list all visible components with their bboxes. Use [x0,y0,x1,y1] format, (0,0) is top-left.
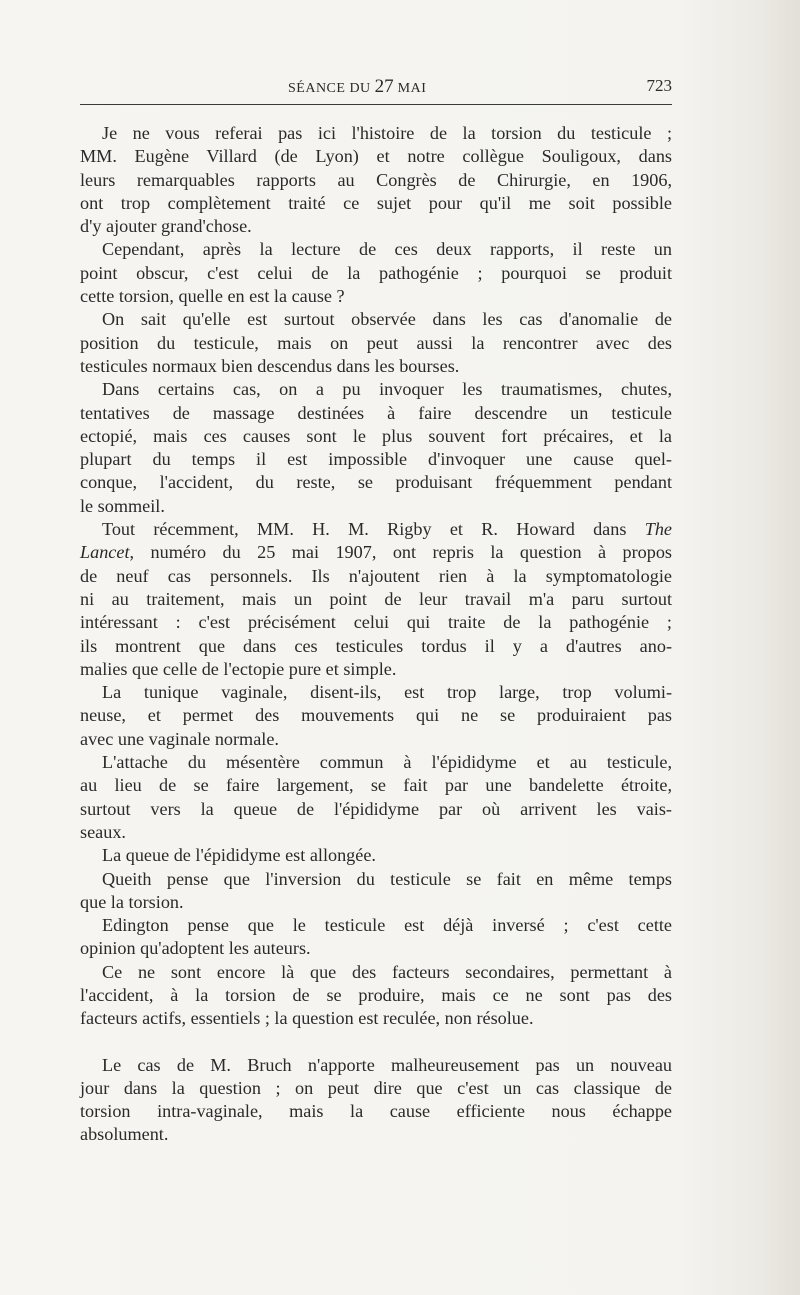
paragraph [80,308,672,378]
paragraph [80,868,672,915]
text-line: La queue de l'épididyme est allongée. [102,845,376,866]
text-line: Edington pense que le testicule est déjà inversé ; c'est cette [102,915,672,936]
text-line: jour dans la question ; on peut dire que c'est un cas classique de [80,1077,672,1098]
text-line: La tunique vaginale, disent-ils, est trop large, trop volumi- [102,682,672,703]
paragraph [80,961,672,1031]
running-title-suffix: MAI [393,81,427,96]
running-title-date: 27 [374,76,394,97]
text-line: Je ne vous referai pas ici l'histoire de la torsion du testicule ; [102,123,672,143]
text-fragment: , numéro du 25 mai 1907, ont repris la question à propos [129,542,672,563]
page-number: 723 [646,76,672,95]
text-line: MM. Eugène Villard (de Lyon) et notre collègue Souligoux, dans [80,146,672,167]
text-line: d'y ajouter grand'chose. [80,216,252,237]
journal-title-part: Lancet [80,542,130,563]
text-line: le sommeil. [80,495,165,516]
text-fragment: Tout récemment, MM. H. M. Rigby et R. Howard dans [102,519,645,540]
text-line: intéressant : c'est précisément celui qui traite de la pathogénie ; [80,612,672,633]
paragraph [80,238,672,308]
text-line: Queith pense que l'inversion du testicule se fait en même temps [102,868,672,889]
running-head [80,76,672,96]
paragraph [80,1054,672,1147]
paragraph [80,844,672,867]
text-line: de neuf cas personnels. Ils n'ajoutent rien à la symptomatologie [80,565,672,586]
text-line: On sait qu'elle est surtout observée dans les cas d'anomalie de [102,309,672,330]
text-line: facteurs actifs, essentiels ; la question est reculée, non résolue. [80,1008,534,1029]
paragraph [80,681,672,751]
text-line: testicules normaux bien descendus dans les bourses. [80,355,460,376]
running-title-prefix: SÉANCE DU [288,81,375,96]
text-line: cette torsion, quelle en est la cause ? [80,286,345,307]
text-line: opinion qu'adoptent les auteurs. [80,938,311,959]
text-line: plupart du temps il est impossible d'invoquer une cause quel- [80,449,672,470]
text-line: tentatives de massage destinées à faire descendre un testicule [80,402,672,423]
running-title [288,76,426,98]
text-line: que la torsion. [80,891,184,912]
text-line: l'accident, à la torsion de se produire, mais ce ne sont pas des [80,984,672,1005]
text-line: position du testicule, mais on peut aussi la rencontrer avec des [80,332,672,353]
paragraph [80,751,672,844]
text-line: au lieu de se faire largement, se fait par une bandelette étroite, [80,775,672,796]
text-line: malies que celle de l'ectopie pure et simple. [80,658,397,679]
paragraph [80,914,672,961]
text-line: Cependant, après la lecture de ces deux rapports, il reste un [102,239,672,260]
paragraph [80,518,672,681]
paragraph [80,122,672,238]
text-line: conque, l'accident, du reste, se produisant fréquemment pendant [80,472,672,493]
text-line: L'attache du mésentère commun à l'épididyme et au testicule, [102,752,672,773]
text-line [80,518,672,541]
text-line: ils montrent que dans ces testicules tordus il y a d'autres ano- [80,635,672,656]
text-line: ont trop complètement traité ce sujet pour qu'il me soit possible [80,192,672,213]
text-line: ni au traitement, mais un point de leur travail m'a paru surtout [80,588,672,609]
text-line: surtout vers la queue de l'épididyme par où arrivent les vais- [80,798,672,819]
text-line: Le cas de M. Bruch n'apporte malheureusement pas un nouveau [102,1054,672,1075]
paragraph [80,378,672,518]
text-line: leurs remarquables rapports au Congrès de Chirurgie, en 1906, [80,169,672,190]
text-line: absolument. [80,1124,169,1145]
body-text [80,122,672,1147]
text-line: avec une vaginale normale. [80,728,279,749]
text-line: Dans certains cas, on a pu invoquer les traumatismes, chutes, [102,379,672,400]
text-line: neuse, et permet des mouvements qui ne se produiraient pas [80,705,672,726]
text-line: ectopié, mais ces causes sont le plus souvent fort précaires, et la [80,425,672,446]
text-line: point obscur, c'est celui de la pathogénie ; pourquoi se produit [80,262,672,283]
text-line: seaux. [80,821,126,842]
text-line: torsion intra-vaginale, mais la cause efficiente nous échappe [80,1101,672,1122]
text-line [80,541,672,564]
text-line: Ce ne sont encore là que des facteurs secondaires, permettant à [102,961,672,982]
journal-title-part: The [644,519,672,540]
header-rule [80,104,672,105]
